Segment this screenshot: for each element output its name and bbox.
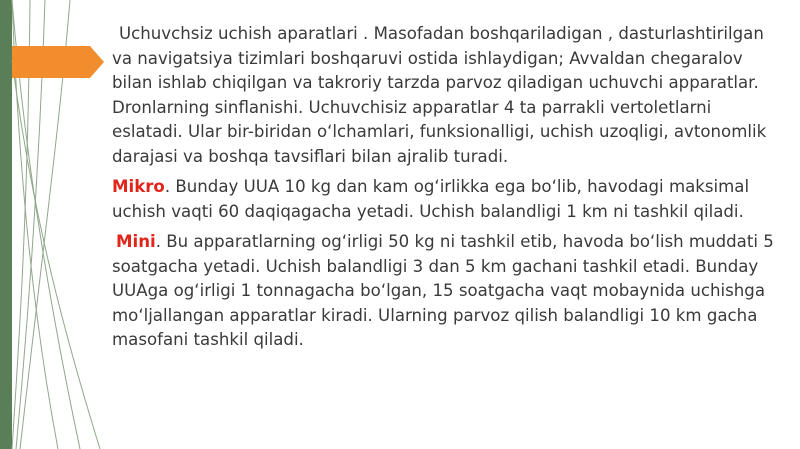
mikro-text: . Bunday UUA 10 kg dan kam og‘irlikka ega bo‘lib, havodagi maksimal uchish vaqti 60 daqiqagacha yetadi. Uchish balandligi 1 km ni tashkil qiladi.	[112, 177, 750, 221]
intro-text: Uchuvchsiz uchish aparatlari . Masofadan boshqariladigan , dasturlashtirilgan va navigatsiya tizimlari boshqaruvi ostida ishlaydigan; Avvaldan chegaralov bilan ishlab chiqilgan va takroriy tarzda parvoz qiladigan uchuvchi apparatlar. Dronlarning sinflanishi. Uchuvchisiz apparatlar 4 ta parrakli vertoletlarni eslatadi. Ular bir-biridan o‘lchamlari, funksionalligi, uchish uzoqligi, avtonomlik darajasi va boshqa tavsiflari bilan ajralib turadi.	[112, 24, 767, 166]
mikro-term: Mikro	[112, 177, 165, 196]
decorative-lines	[0, 0, 110, 449]
decor-line	[12, 60, 100, 449]
mini-term: Mini	[116, 232, 156, 251]
mikro-paragraph	[112, 175, 782, 224]
mini-text: . Bu apparatlarning og‘irligi 50 kg ni tashkil etib, havoda bo‘lish muddati 5 soatgacha yetadi. Uchish balandligi 3 dan 5 km gachani tashkil etadi. Bunday UUAga og‘irligi 1 tonnagacha bo‘lgan, 15 soatgacha vaqt mobaynida uchishga mo‘ljallangan apparatlar kiradi. Ularning parvoz qilish balandligi 10 km gacha masofani tashkil qiladi.	[112, 232, 774, 349]
arrow-accent-icon	[12, 46, 104, 78]
intro-paragraph	[112, 22, 782, 169]
slide-content	[112, 22, 782, 359]
mini-paragraph	[112, 230, 782, 353]
